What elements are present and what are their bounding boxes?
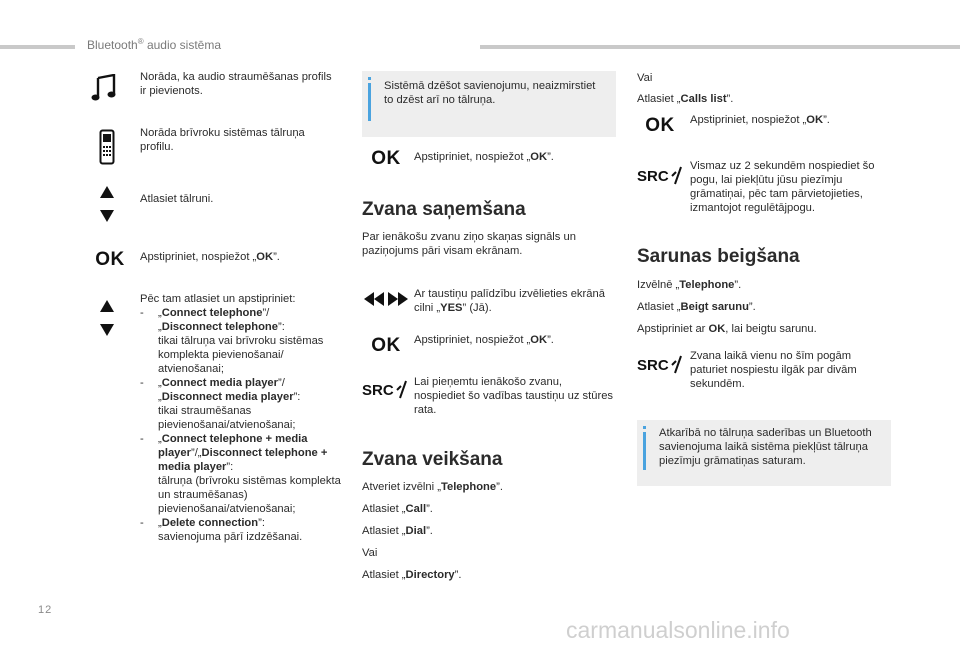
- end-step: Atlasiet „Beigt sarunu”.: [637, 301, 756, 313]
- audio-profile-text: Norāda, ka audio straumēšanas profils ir pievienots.: [140, 71, 332, 97]
- up-down-arrows-icon: [95, 182, 119, 226]
- info-bar-icon: [368, 77, 371, 131]
- svg-text:SRC: SRC: [637, 168, 669, 185]
- src-answer-text: Lai pieņemtu ienākošo zvanu, nospiediet šo vadības taustiņu uz stūres rata.: [414, 376, 614, 416]
- header-rule-left: [0, 45, 75, 49]
- heading-make-call: Zvana veikšana: [362, 449, 503, 470]
- src-button-icon: [637, 351, 683, 377]
- end-step: Izvēlnē „Telephone”.: [637, 279, 742, 291]
- up-down-arrows-icon: [95, 296, 119, 340]
- info-bar-icon: [643, 426, 646, 480]
- answer-paragraph: Par ienākošu zvanu ziņo skaņas signāls un paziņojums pāri visam ekrānam.: [362, 231, 576, 257]
- call-step: Atveriet izvēlni „Telephone”.: [362, 481, 503, 493]
- heading-end-call: Sarunas beigšana: [637, 246, 800, 267]
- src-button-icon: [362, 376, 408, 402]
- list-item: - „Connect telephone”/ „Disconnect telephone”: tikai tālruņa vai brīvroku sistēmas komplekta pievienošanai/ atvienošanai;: [140, 307, 324, 375]
- left-right-arrows-icon: [364, 288, 408, 310]
- connection-options: Pēc tam atlasiet un apstipriniet: - „Connect telephone”/ „Disconnect telephone”: tikai tālruņa vai brīvroku sistēmas komplekta pievienošanai/ atvienošanai; - „Connect media player”/ „Disconnect media player”: tikai straumēšanas pievienošanai/atvienošanai; - „Connect telephone + media player”/„Disconnect telephone + media player”: tālruņa (brīvroku sistēmas komplekta un straumēšanas) pievienošanai/atvienošanai; - „Delete connection”: savienojuma pārī izdzēšanai.: [140, 292, 345, 544]
- call-step: Vai: [362, 547, 378, 559]
- ok-button-icon: OK: [371, 335, 401, 356]
- heading-answer-call: Zvana saņemšana: [362, 199, 526, 220]
- ok-button-icon: OK: [371, 148, 401, 169]
- mobile-phone-icon: [96, 128, 118, 166]
- list-item: - „Connect telephone + media player”/„Disconnect telephone + media player”: tālruņa (brīvroku sistēmas komplekta un straumēšanas) pievienošanai/atvienošanai;: [140, 433, 341, 515]
- handsfree-profile-text: Norāda brīvroku sistēmas tālruņa profilu.: [140, 127, 305, 153]
- info-note: Atkarībā no tālruņa saderības un Bluetooth savienojuma laikā sistēma piekļūst tālruņa piezīmju grāmatiņas saturam.: [637, 420, 891, 486]
- info-note: Sistēmā dzēšot savienojumu, neaizmirstiet to dzēst arī no tālruņa.: [362, 71, 616, 137]
- call-step: Atlasiet „Directory”.: [362, 569, 462, 581]
- call-step: Vai: [637, 72, 653, 84]
- section-header: Bluetooth® audio sistēma: [87, 37, 221, 52]
- svg-text:SRC: SRC: [637, 357, 669, 374]
- call-step: Atlasiet „Call”.: [362, 503, 433, 515]
- call-step: Atlasiet „Dial”.: [362, 525, 433, 537]
- watermark: carmanualsonline.info: [566, 617, 790, 643]
- confirm-ok-text: Apstipriniet, nospiežot „OK”.: [414, 151, 554, 163]
- header-rule-right: [480, 45, 960, 49]
- svg-text:SRC: SRC: [362, 382, 394, 399]
- src-phonebook-text: Vismaz uz 2 sekundēm nospiediet šo pogu, lai piekļūtu jūsu piezīmju grāmatiņai, pēc tam pārvietojieties, izmantojot regulētājpogu.: [690, 160, 875, 214]
- select-yes-text: Ar taustiņu palīdzību izvēlieties ekrānā cilni „YES” (Jā).: [414, 288, 605, 314]
- ok-button-icon: OK: [95, 249, 125, 270]
- music-note-icon: [88, 72, 120, 104]
- confirm-ok-text: Apstipriniet, nospiežot „OK”.: [690, 114, 830, 126]
- call-step: Atlasiet „Calls list”.: [637, 93, 734, 105]
- list-item: - „Delete connection”: savienojuma pārī izdzēšanai.: [140, 517, 303, 543]
- end-step: Apstipriniet ar OK, lai beigtu sarunu.: [637, 323, 817, 335]
- select-phone-text: Atlasiet tālruni.: [140, 193, 214, 205]
- ok-button-icon: OK: [645, 115, 675, 136]
- confirm-ok-text: Apstipriniet, nospiežot „OK”.: [414, 334, 554, 346]
- list-item: - „Connect media player”/ „Disconnect media player”: tikai straumēšanas pievienošanai/atvienošanai;: [140, 377, 301, 431]
- confirm-ok-text: Apstipriniet, nospiežot „OK”.: [140, 251, 280, 263]
- src-button-icon: [637, 162, 683, 188]
- page-number: 12: [38, 604, 53, 616]
- src-end-text: Zvana laikā vienu no šīm pogām paturiet nospiestu ilgāk par divām sekundēm.: [690, 350, 857, 390]
